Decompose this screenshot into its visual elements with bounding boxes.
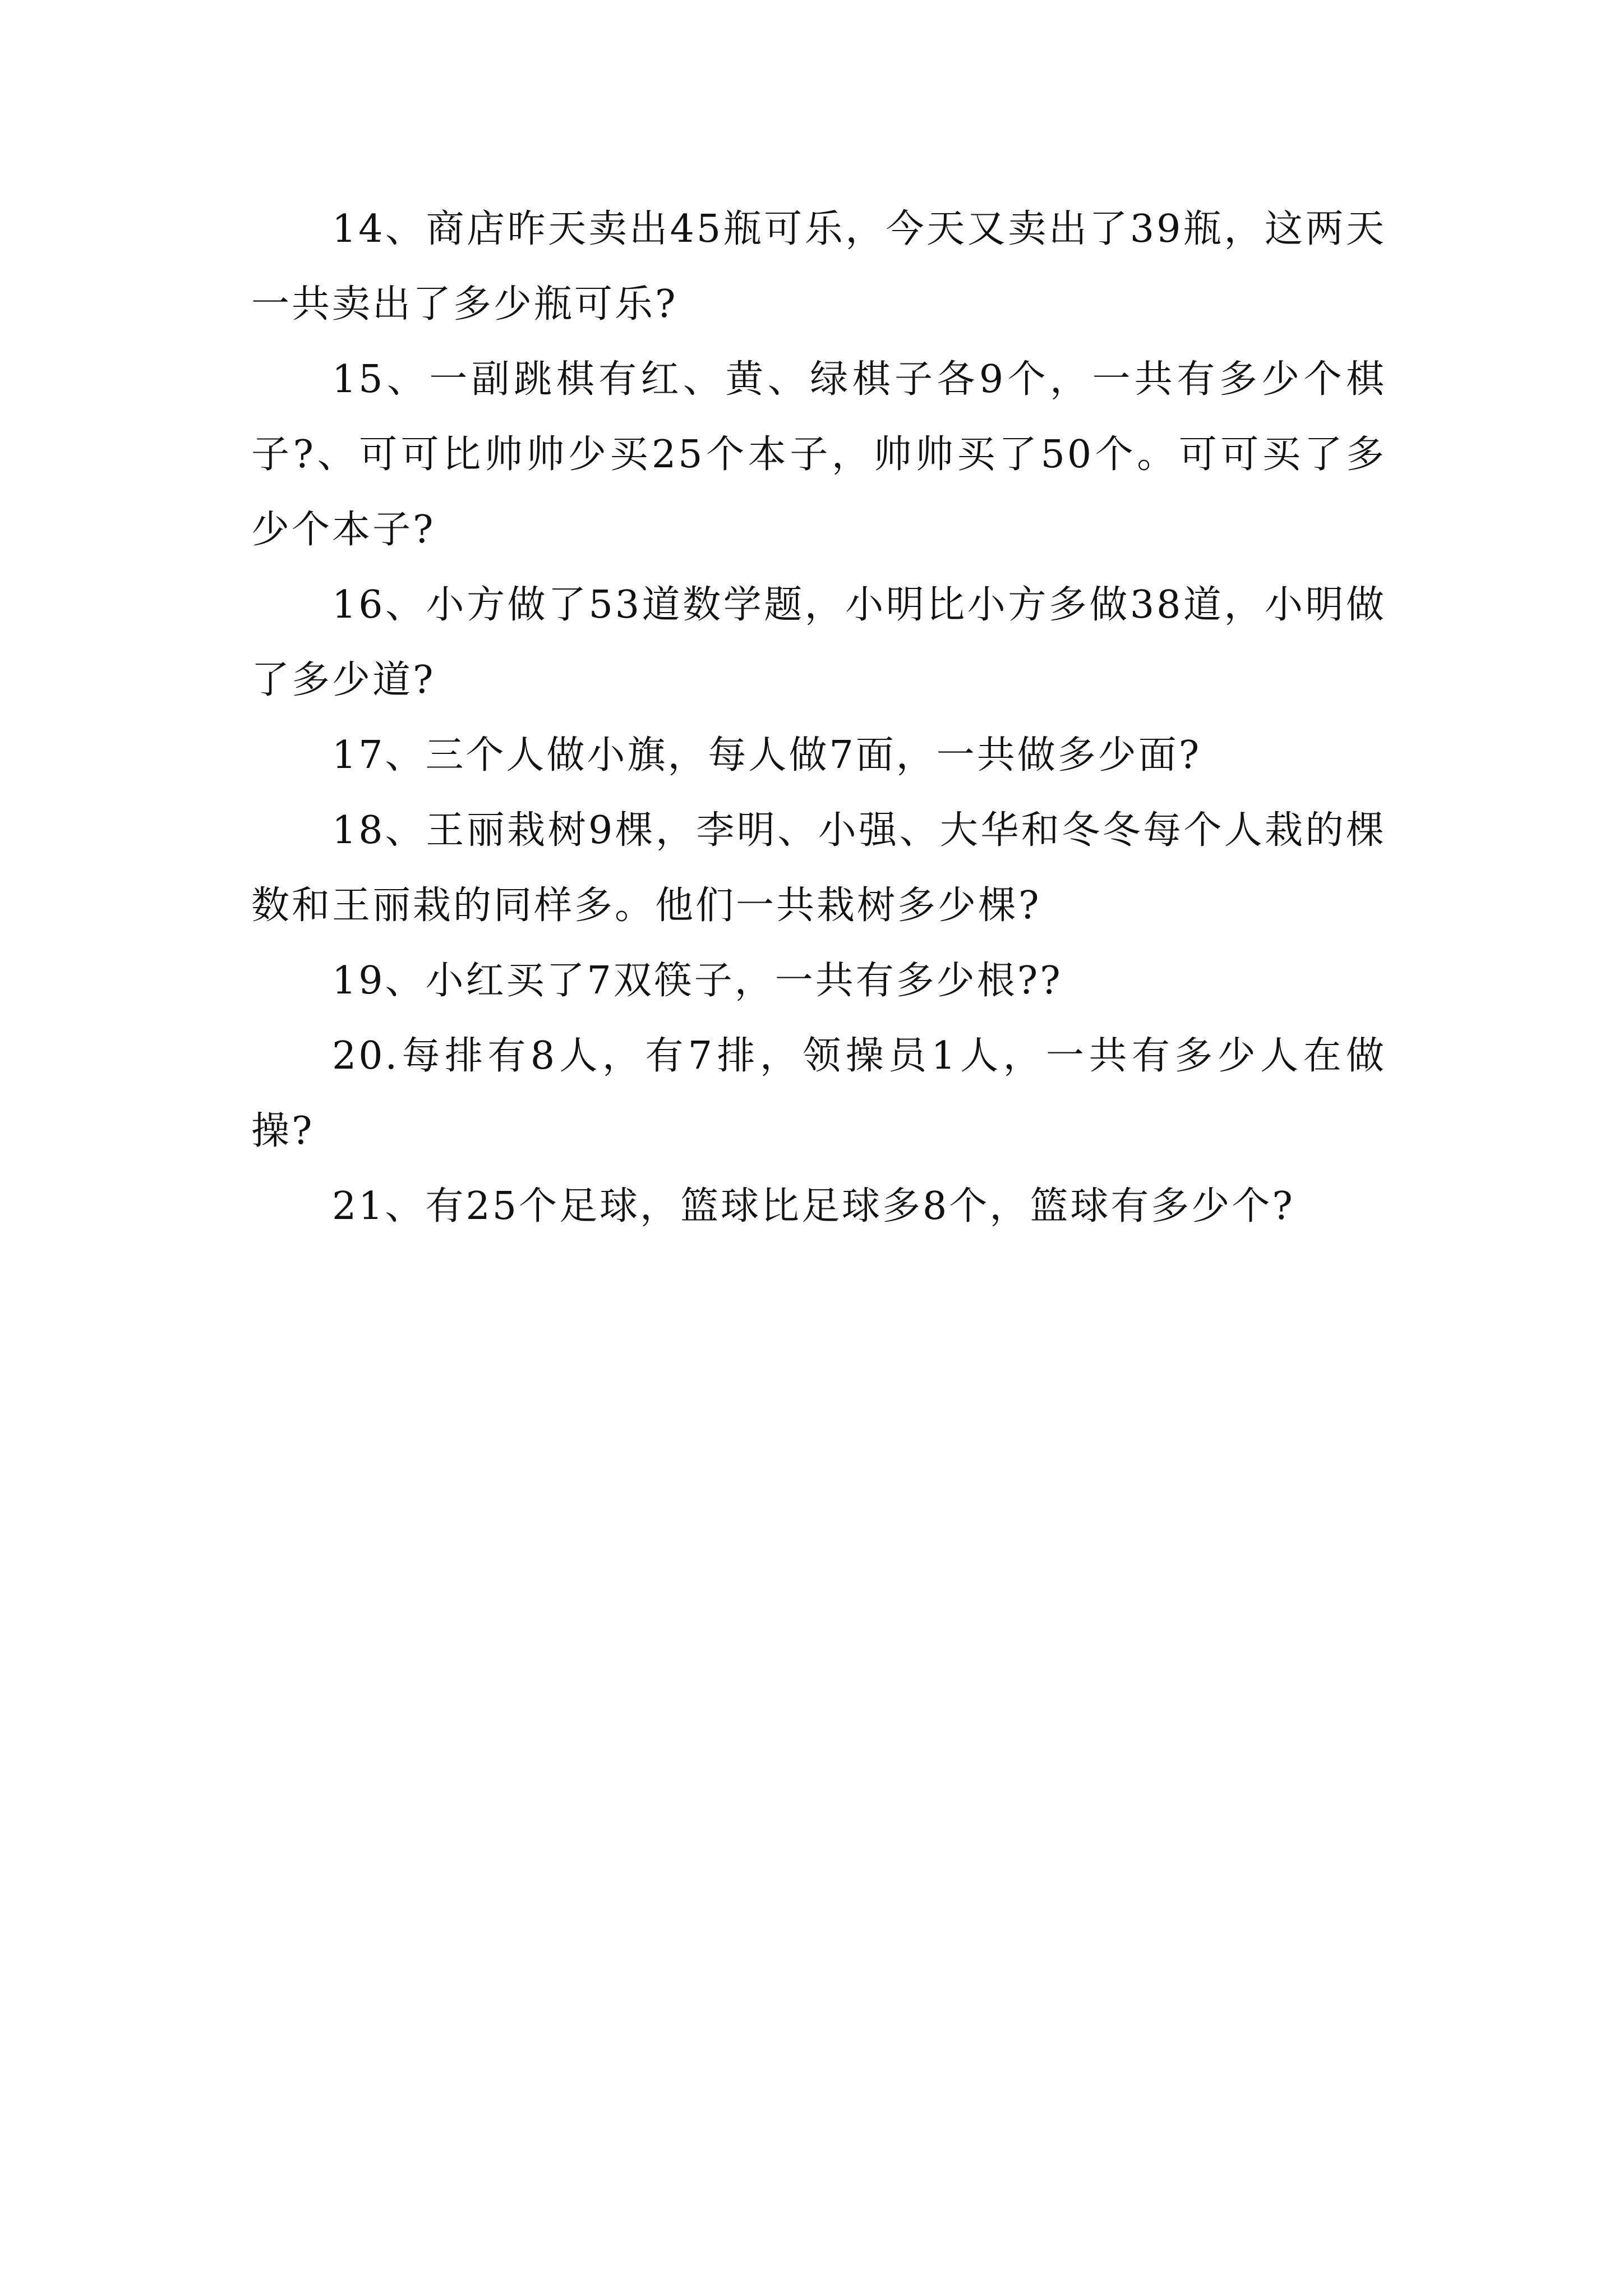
problem-16: 16、小方做了53道数学题，小明比小方多做38道，小明做了多少道? (251, 583, 1386, 702)
problem-19: 19、小红买了7双筷子，一共有多少根?? (332, 959, 1063, 1003)
problem-18: 18、王丽栽树9棵，李明、小强、大华和冬冬每个人栽的棵数和王丽栽的同样多。他们一共栽树多少棵? (251, 808, 1386, 928)
problem-15: 15、一副跳棋有红、黄、绿棋子各9个，一共有多少个棋子?、可可比帅帅少买25个本子，帅帅买了50个。可可买了多少个本子? (251, 357, 1386, 552)
problem-20: 20.每排有8人，有7排，领操员1人，一共有多少人在做操? (251, 1034, 1386, 1153)
problem-list (251, 192, 1386, 1244)
problem-14: 14、商店昨天卖出45瓶可乐，今天又卖出了39瓶，这两天一共卖出了多少瓶可乐? (251, 207, 1386, 326)
problem-17: 17、三个人做小旗，每人做7面，一共做多少面? (332, 733, 1202, 777)
problem-21: 21、有25个足球，篮球比足球多8个，篮球有多少个? (332, 1184, 1295, 1228)
